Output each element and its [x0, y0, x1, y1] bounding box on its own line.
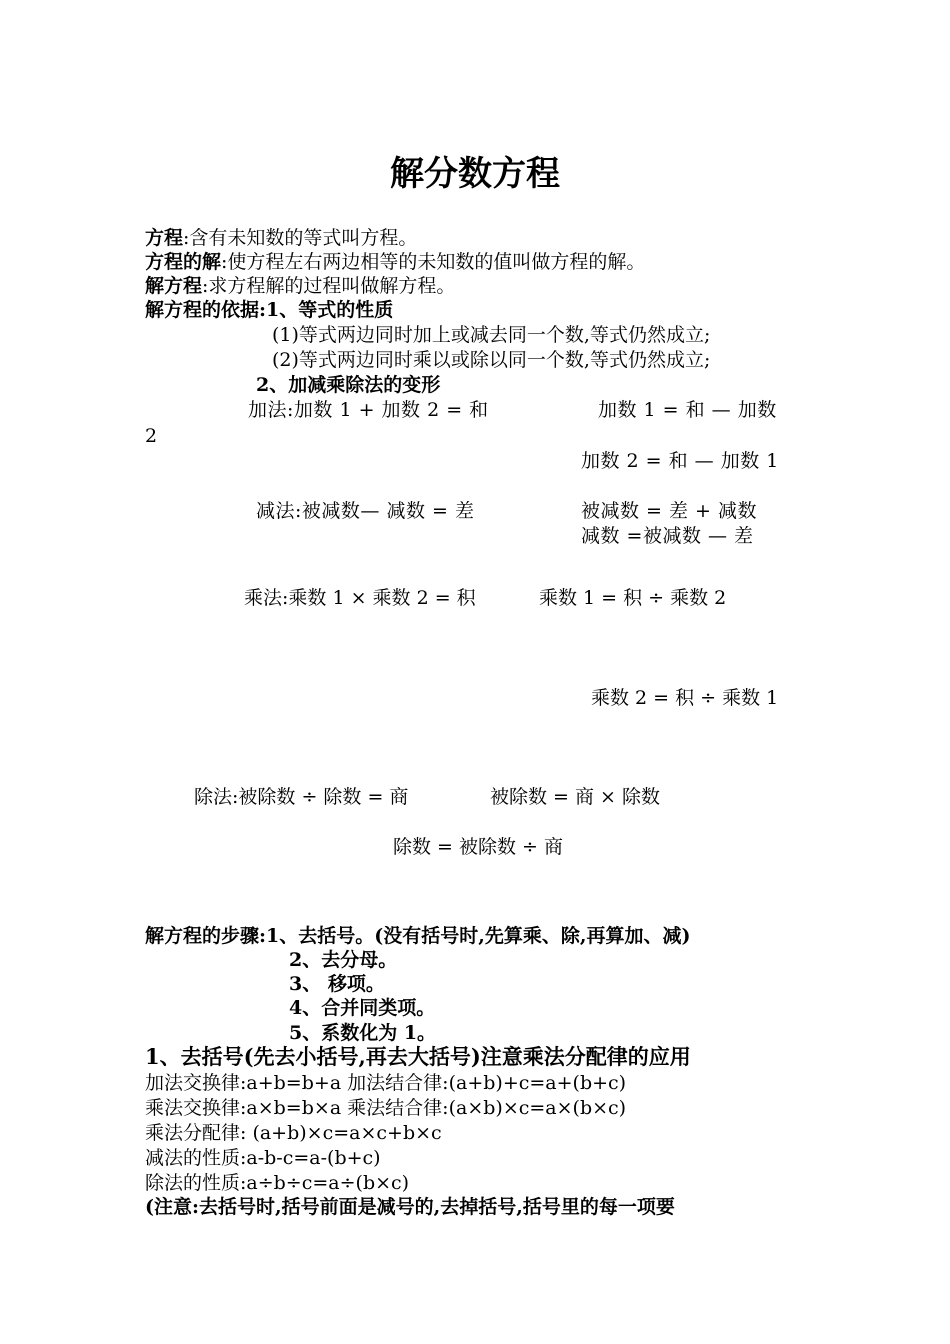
multiplication-main: 乘法:乘数 1 × 乘数 2 = 积 — [244, 587, 476, 609]
step-5: 5、系数化为 1。 — [289, 1022, 437, 1044]
definition-solution — [145, 250, 645, 274]
step-4: 4、合并同类项。 — [289, 997, 436, 1019]
basis-property-1: (1)等式两边同时加上或减去同一个数,等式仍然成立; — [272, 324, 711, 346]
step-2: 2、去分母。 — [289, 949, 398, 971]
definition-text: :使方程左右两边相等的未知数的值叫做方程的解。 — [221, 251, 646, 273]
term: 方程 — [145, 227, 184, 249]
basis-property-2: (2)等式两边同时乘以或除以同一个数,等式仍然成立; — [272, 349, 711, 371]
addition-variant-1-wrap: 2 — [145, 425, 158, 447]
addition-main: 加法:加数 1 + 加数 2 = 和 — [248, 399, 489, 421]
division-variant-2: 除数 = 被除数 ÷ 商 — [393, 836, 563, 858]
definition-text: :含有未知数的等式叫方程。 — [183, 227, 418, 249]
term: 解方程 — [145, 275, 203, 297]
multiplication-variant-2: 乘数 2 = 积 ÷ 乘数 1 — [591, 687, 779, 709]
subtraction-variant-1: 被减数 = 差 + 减数 — [581, 500, 757, 522]
definition-equation — [145, 226, 417, 250]
multiplication-variant-1: 乘数 1 = 积 ÷ 乘数 2 — [539, 587, 727, 609]
addition-variant-1: 加数 1 = 和 — 加数 — [598, 399, 777, 421]
steps-label: 解方程的步骤:1、去括号。(没有括号时,先算乘、除,再算加、减) — [145, 925, 691, 947]
section-1-note: (注意:去括号时,括号前面是减号的,去掉括号,括号里的每一项要 — [145, 1196, 675, 1218]
term: 方程的解 — [145, 251, 222, 273]
step-3: 3、 移项。 — [289, 973, 385, 995]
basis-label: 解方程的依据:1、等式的性质 — [145, 299, 394, 321]
section-1-heading: 1、去括号(先去小括号,再去大括号)注意乘法分配律的应用 — [145, 1044, 691, 1069]
law-addition: 加法交换律:a+b=b+a 加法结合律:(a+b)+c=a+(b+c) — [145, 1072, 627, 1094]
law-division: 除法的性质:a÷b÷c=a÷(b×c) — [145, 1172, 410, 1194]
page-title: 解分数方程 — [390, 154, 560, 194]
definition-text: :求方程解的过程叫做解方程。 — [202, 275, 456, 297]
law-subtraction: 减法的性质:a-b-c=a-(b+c) — [145, 1147, 381, 1169]
addition-variant-2: 加数 2 = 和 — 加数 1 — [581, 450, 779, 472]
definition-solving — [145, 274, 455, 298]
law-distributive: 乘法分配律: (a+b)×c=a×c+b×c — [145, 1122, 442, 1144]
division-main: 除法:被除数 ÷ 除数 = 商 — [194, 786, 409, 808]
subtraction-main: 减法:被减数— 减数 = 差 — [256, 500, 475, 522]
basis-heading-2: 2、加减乘除法的变形 — [256, 374, 441, 396]
law-multiplication: 乘法交换律:a×b=b×a 乘法结合律:(a×b)×c=a×(b×c) — [145, 1097, 627, 1119]
subtraction-variant-2: 减数 =被减数 — 差 — [581, 525, 754, 547]
division-variant-1: 被除数 = 商 × 除数 — [490, 786, 660, 808]
